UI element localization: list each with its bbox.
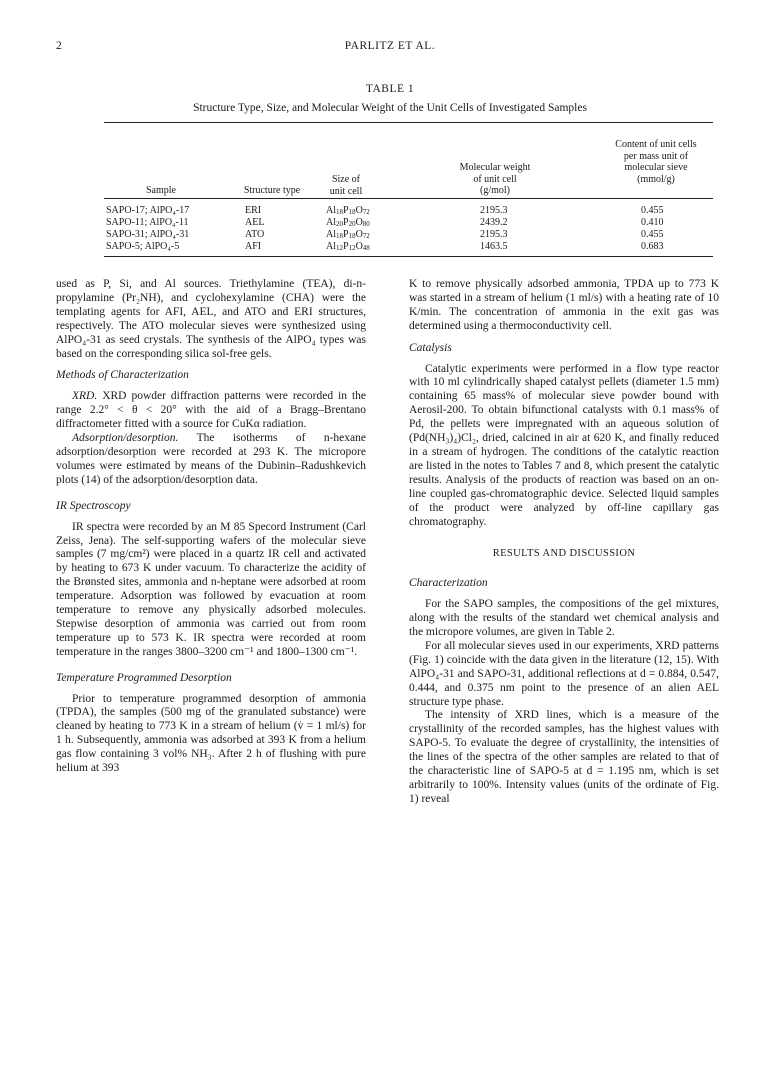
paragraph: For all molecular sieves used in our experiments, XRD patterns (Fig. 1) coincide with the data given in the literature (12, 15). With AlPO₄-31 and SAPO-31, additional reflections at d = 0.884, 0.547, 0.444, and 0.375 nm point to the presence of an alien AEL structure type phase. xyxy=(409,639,719,708)
cell-size: $Al_{12}P_{12}O_{48}$ xyxy=(326,241,370,252)
paragraph: K to remove physically adsorbed ammonia, TPDA up to 773 K was started in a stream of helium (1 ml/s) with a heating rate of 10 K/min. The concentration of ammonia in the exit gas was determined using a thermoconductivity cell. xyxy=(409,278,719,332)
header-structure-type: Structure type xyxy=(243,185,301,196)
cell-size: $Al_{20}P_{20}O_{80}$ xyxy=(326,217,370,228)
cell-sample: SAPO-17; AlPO₄-17 xyxy=(106,205,190,216)
right-column xyxy=(409,278,719,807)
paragraph-tpd: Prior to temperature programmed desorption of ammonia (TPDA), the samples (500 mg of the granulated substance) were cleaned by heating to 773 K in a stream of helium (v̇ = 1 ml/s) for 1 h. Subsequently, ammonia was adsorbed at 393 K from a helium gas flow containing 3 vol% NH₃. After 2 h of flushing with pure helium at 393 xyxy=(56,692,366,775)
cell-molweight: 2195.3 xyxy=(480,205,508,216)
section-heading-results: RESULTS AND DISCUSSION xyxy=(492,548,636,560)
cell-molweight: 2439.2 xyxy=(480,217,508,228)
table-top-rule xyxy=(104,122,713,123)
running-title: PARLITZ ET AL. xyxy=(344,40,436,52)
cell-content: 0.683 xyxy=(641,241,664,252)
cell-sample: SAPO-11; AlPO₄-11 xyxy=(106,217,189,228)
cell-content: 0.410 xyxy=(641,217,664,228)
cell-structure: ATO xyxy=(245,229,265,240)
paragraph-catalysis: Catalytic experiments were performed in a flow type reactor with 10 ml cylindrically shaped catalyst pellets (diameter 1.5 mm) containing 65 mass% of molecular sieve powder bound with Aerosil-200. To obtain bifunctional catalysts with 0.1 mass% of Pd, the pellets were impregnated with an aqueous solution of (Pd(NH₃)₄)Cl₂, dried, calcined in air at 620 K, and finally reduced in a stream of hydrogen. The conditions of the catalytic reaction are listed in the notes to Tables 7 and 8, which present the catalytic results. Analysis of the products of reaction was based on an on-line coupled gas-chromatographic device. Selected liquid samples of the product were analyzed by off-line capillary gas chromatography. xyxy=(409,362,719,528)
table-caption: Structure Type, Size, and Molecular Weight of the Unit Cells of Investigated Samples xyxy=(193,102,587,114)
cell-size: $Al_{18}P_{18}O_{72}$ xyxy=(326,229,370,240)
cell-content: 0.455 xyxy=(641,205,664,216)
section-heading-tpd: Temperature Programmed Desorption xyxy=(56,671,232,684)
table-header-rule xyxy=(104,198,713,199)
paragraph: For the SAPO samples, the compositions of the gel mixtures, along with the results of the standard wet chemical analysis and the micropore volumes, are given in Table 2. xyxy=(409,598,719,639)
page-header xyxy=(0,40,780,58)
header-size: Size of unit cell xyxy=(329,174,363,197)
page-number: 2 xyxy=(56,40,62,52)
cell-structure: AFI xyxy=(245,241,262,252)
cell-molweight: 2195.3 xyxy=(480,229,508,240)
cell-molweight: 1463.5 xyxy=(480,241,508,252)
cell-size: $Al_{18}P_{18}O_{72}$ xyxy=(326,205,370,216)
header-content: Content of unit cells per mass unit of molecular sieve (mmol/g) xyxy=(615,139,697,185)
cell-sample: SAPO-31; AlPO₄-31 xyxy=(106,229,190,240)
table-bottom-rule xyxy=(104,256,713,257)
cell-content: 0.455 xyxy=(641,229,664,240)
run-in-heading: XRD. xyxy=(72,390,98,403)
header-molecular-weight: Molecular weight of unit cell (g/mol) xyxy=(459,162,531,196)
paragraph: The intensity of XRD lines, which is a measure of the crystallinity of the recorded samples, has the highest values with SAPO-5. To evaluate the degree of crystallinity, the intensities of the lines of the spectra of the other samples are related to that of the characteristic line of SAPO-5 at d = 1.195 nm, which is set arbitrarily to 100%. Intensity values (units of the ordinate of Fig. 1) reveal xyxy=(409,709,719,805)
cell-structure: ERI xyxy=(245,205,262,216)
section-heading-characterization: Characterization xyxy=(409,577,488,590)
table-label: TABLE 1 xyxy=(365,83,415,95)
run-in-heading: Adsorption/desorption. xyxy=(72,432,179,445)
section-heading-methods: Methods of Characterization xyxy=(56,369,189,382)
section-heading-catalysis: Catalysis xyxy=(409,341,452,354)
paragraph-ir: IR spectra were recorded by an M 85 Specord Instrument (Carl Zeiss, Jena). The self-supporting wafers of the molecular sieve samples (7 mg/cm²) were placed in a quartz IR cell and activated by heating to 673 K under vacuum. To characterize the acidity of the Brønsted sites, ammonia and n-heptane were adsorbed at room temperature. Adsorption was followed by evacuation at room temperature to remove any physically adsorbed molecules. Stepwise desorption of ammonia was carried out from room temperature up to 573 K. IR spectra were recorded at room temperature in the ranges 3800–3200 cm⁻¹ and 1800–1300 cm⁻¹. xyxy=(56,520,366,658)
paragraph: used as P, Si, and Al sources. Triethylamine (TEA), di-n-propylamine (Pr₂NH), and cyclohexylamine (CHA) were the templating agents for AFI, AEL, and ATO and ERI structures, respectively. The ATO molecular sieves were synthesized using AlPO₄-31 as seed crystals. The synthesis of the AlPO₄ types was based on the corresponding silica sol-free gels. xyxy=(56,278,366,360)
header-sample: Sample xyxy=(146,185,176,196)
left-column xyxy=(56,278,366,776)
paragraph-xrd: XRD. XRD powder diffraction patterns were recorded in the range 2.2° < θ < 20° with the aid of a Bragg–Brentano diffractometer fitted with a source for CuKα radiation. xyxy=(56,390,366,431)
section-heading-ir: IR Spectroscopy xyxy=(56,499,131,512)
cell-sample: SAPO-5; AlPO₄-5 xyxy=(106,241,180,252)
paragraph-adsorption: Adsorption/desorption. The isotherms of n-hexane adsorption/desorption were recorded at 293 K. The micropore volumes were estimated by means of the Dubinin–Radushkevich plots (14) of the adsorption/desorption data. xyxy=(56,432,366,486)
cell-structure: AEL xyxy=(245,217,265,228)
